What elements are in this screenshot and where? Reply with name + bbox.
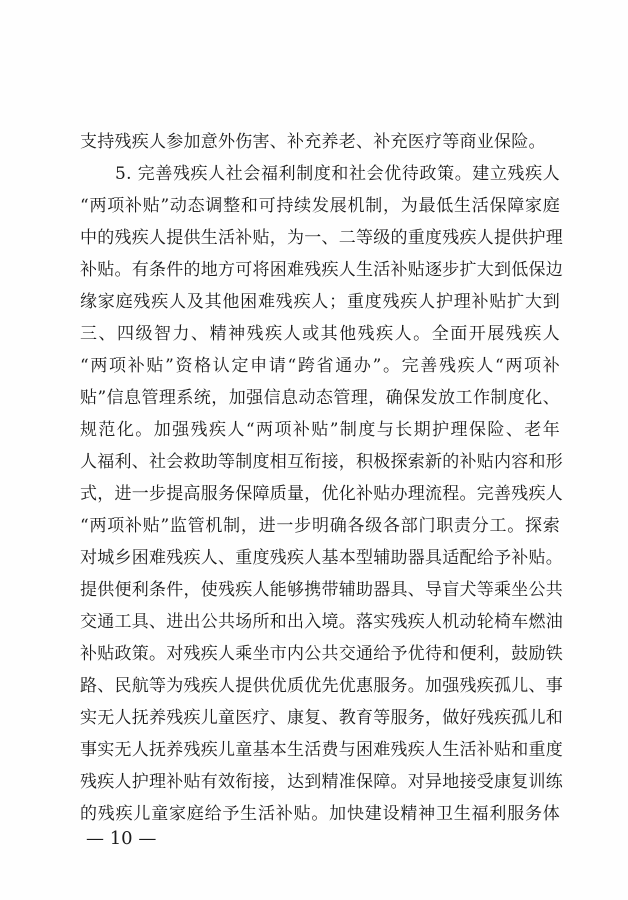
text-line: 的残疾儿童家庭给予生活补贴。加快建设精神卫生福利服务体 [80,804,560,824]
text-line: 残疾人护理补贴有效衔接，达到精准保障。对异地接受康复训练 [80,772,563,792]
text-line: 提供便利条件，使残疾人能够携带辅助器具、导盲犬等乘坐公共 [80,580,563,600]
text-line: 式，进一步提高服务保障质量，优化补贴办理流程。完善残疾人 [80,484,563,504]
section-heading-line: 5. 完善残疾人社会福利制度和社会优待政策。建立残疾人 [115,164,560,184]
page-number: — 10 — [86,828,157,849]
text-line: 支持残疾人参加意外伤害、补充养老、补充医疗等商业保险。 [80,132,546,152]
text-line: 中的残疾人提供生活补贴，为一、二等级的重度残疾人提供护理 [80,228,563,248]
text-line: 实无人抚养残疾儿童医疗、康复、教育等服务，做好残疾孤儿和 [80,708,563,728]
text-line: 事实无人抚养残疾儿童基本生活费与困难残疾人生活补贴和重度 [80,740,563,760]
text-line: 交通工具、进出公共场所和出入境。落实残疾人机动轮椅车燃油 [80,612,563,632]
text-line: 补贴。有条件的地方可将困难残疾人生活补贴逐步扩大到低保边 [80,260,563,280]
text-line: 路、民航等为残疾人提供优质优先优惠服务。加强残疾孤儿、事 [80,676,563,696]
text-line: “两项补贴”监管机制，进一步明确各级各部门职责分工。探索 [80,516,560,536]
text-line: “两项补贴”资格认定申请“跨省通办”。完善残疾人“两项补 [80,356,560,376]
text-line: 规范化。加强残疾人“两项补贴”制度与长期护理保险、老年 [80,420,560,440]
text-line: 缘家庭残疾人及其他困难残疾人；重度残疾人护理补贴扩大到 [80,292,560,312]
text-line: 对城乡困难残疾人、重度残疾人基本型辅助器具适配给予补贴。 [80,548,563,568]
text-line: 人福利、社会救助等制度相互衔接，积极探索新的补贴内容和形 [80,452,563,472]
text-line: 贴”信息管理系统，加强信息动态管理，确保发放工作制度化、 [80,388,560,408]
text-line: 补贴政策。对残疾人乘坐市内公共交通给予优待和便利，鼓励铁 [80,644,563,664]
text-line: 三、四级智力、精神残疾人或其他残疾人。全面开展残疾人 [80,324,560,344]
text-line: “两项补贴”动态调整和可持续发展机制，为最低生活保障家庭 [80,196,560,216]
